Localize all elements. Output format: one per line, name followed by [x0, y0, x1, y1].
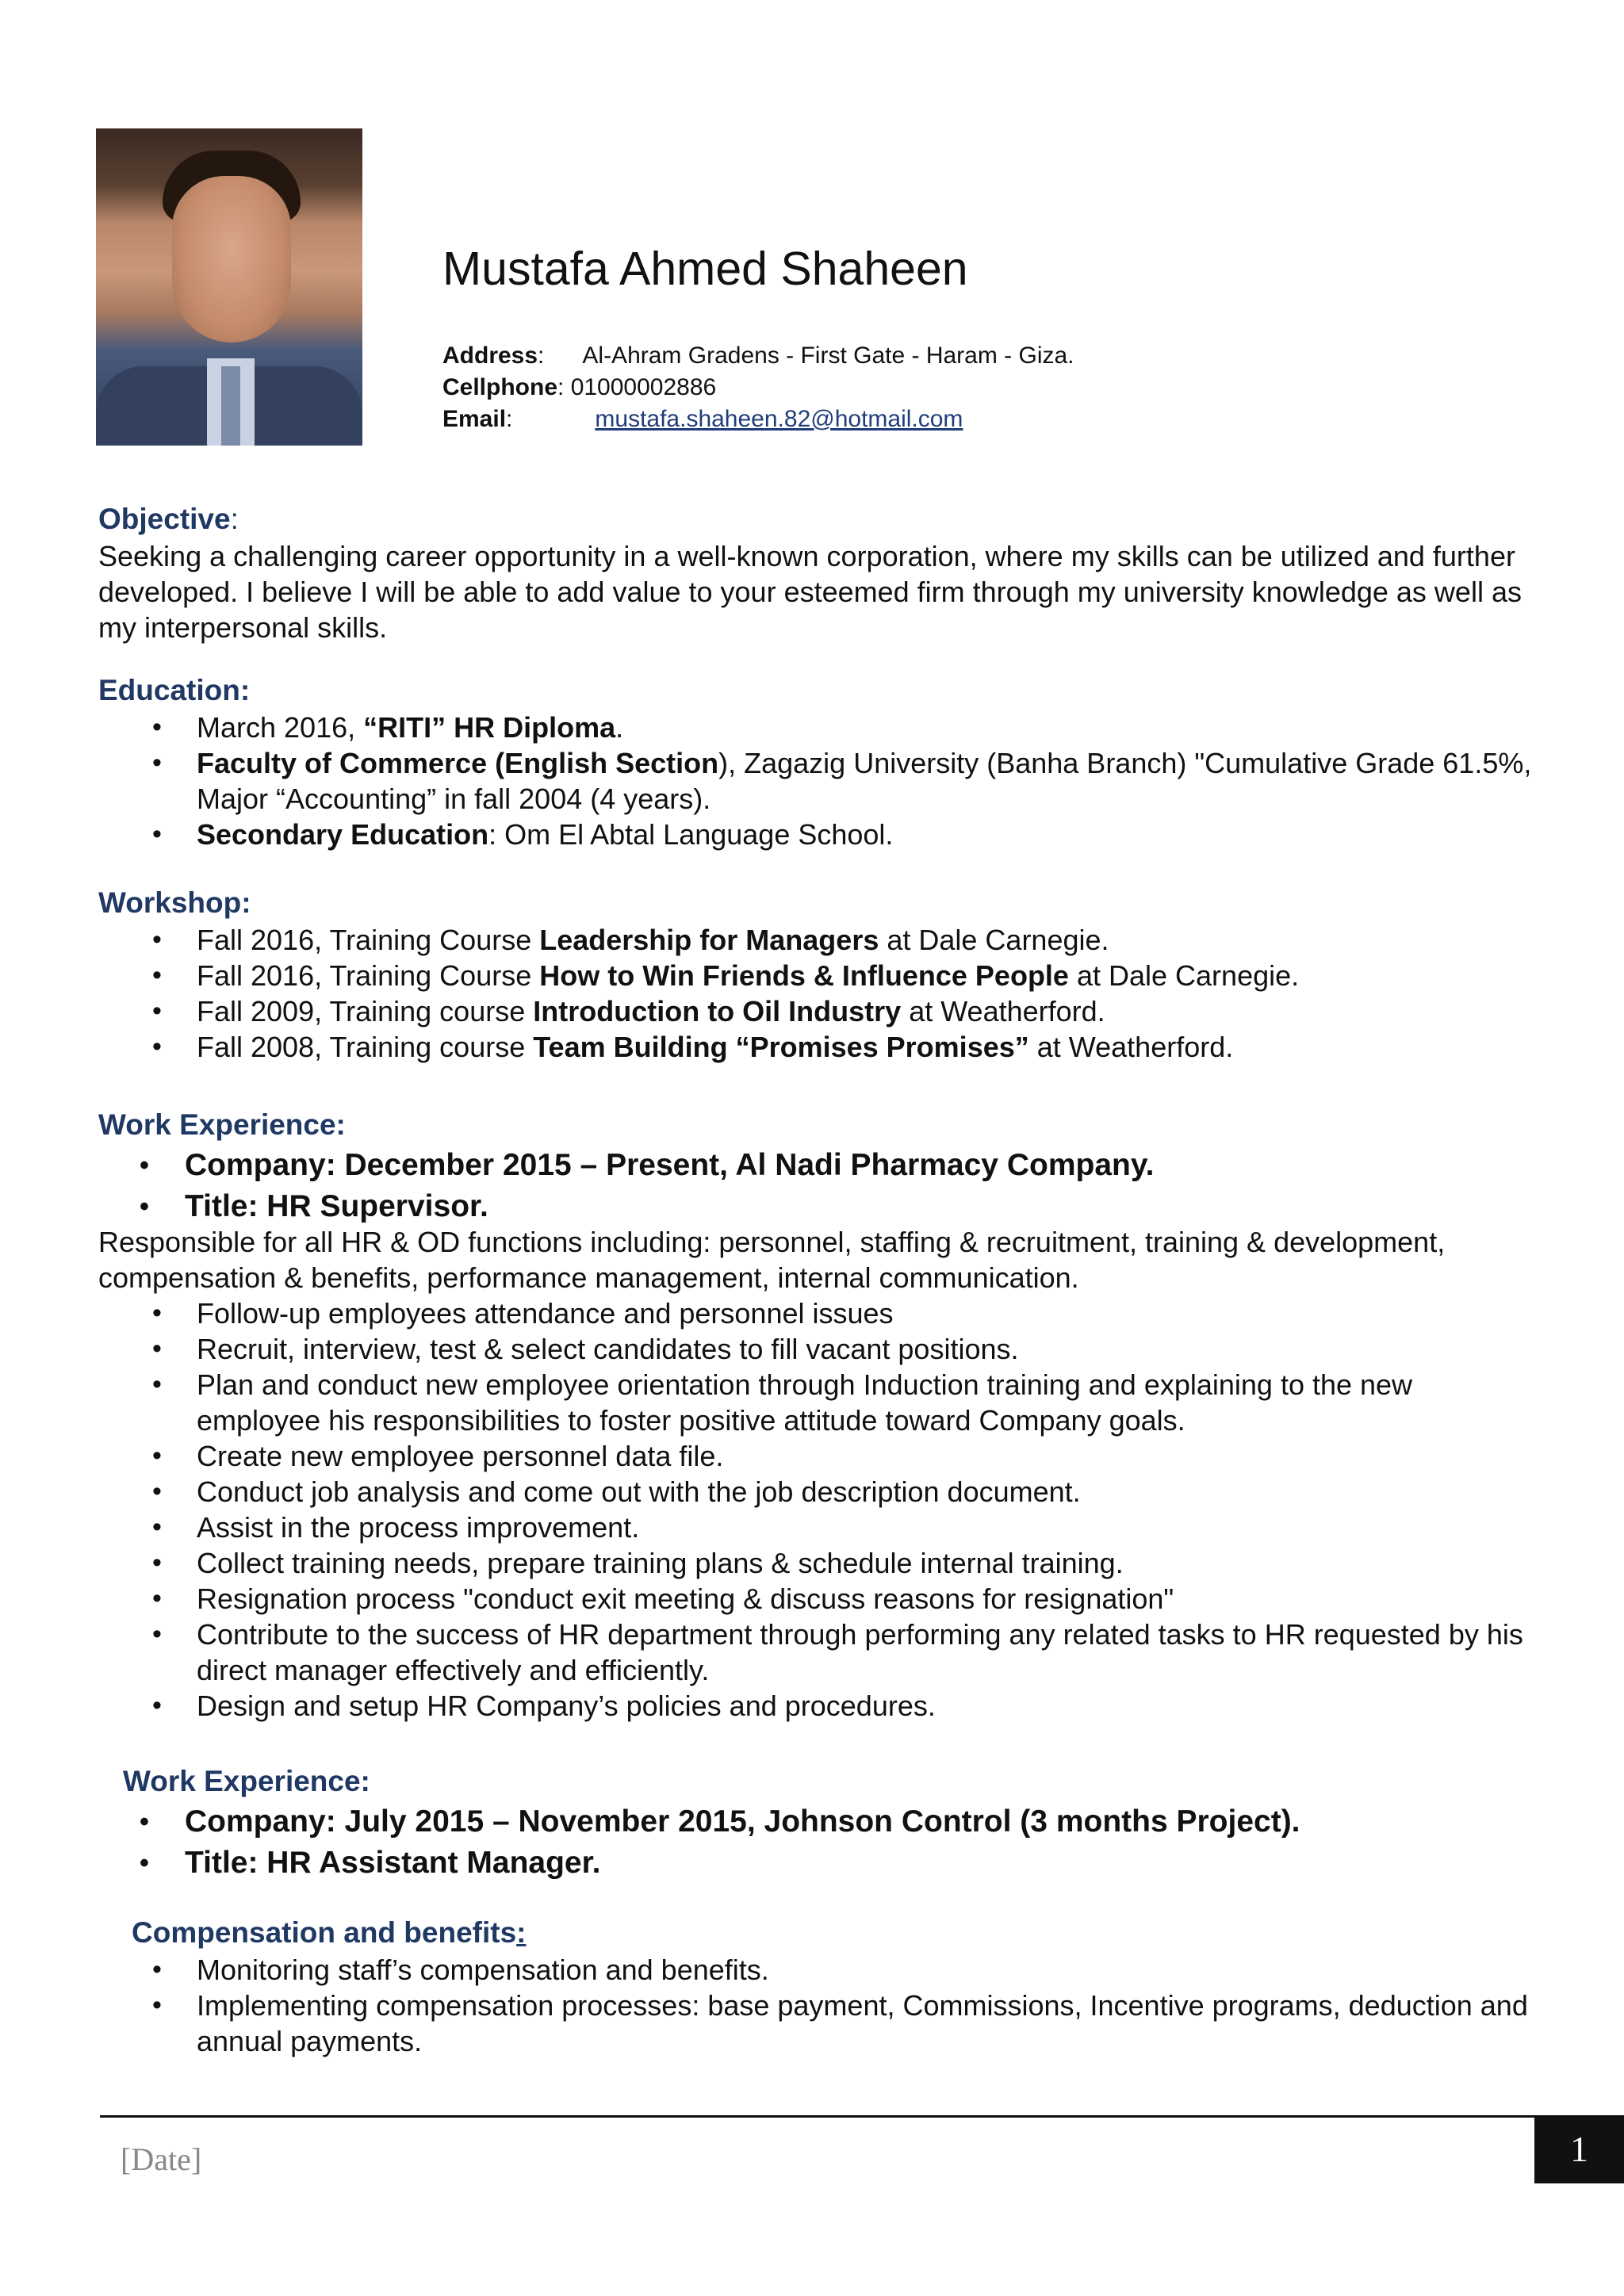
- work1-headline-list: [98, 1145, 1534, 1227]
- email-link[interactable]: mustafa.shaheen.82@hotmail.com: [595, 406, 963, 432]
- address-line: Address: Al-Ahram Gradens - First Gate - Haram - Giza.: [442, 342, 1074, 369]
- duty-item: • Design and setup HR Company’s policies and procedures.: [98, 1688, 1534, 1724]
- duty-item: • Create new employee personnel data file.: [98, 1438, 1534, 1474]
- workshop-item: • Fall 2008, Training course Team Building “Promises Promises” at Weatherford.: [98, 1029, 1534, 1065]
- education-item: • March 2016, “RITI” HR Diploma.: [98, 710, 1534, 745]
- work2-title: • Title: HR Assistant Manager.: [98, 1843, 1534, 1884]
- objective-heading: Objective:: [98, 503, 239, 535]
- work-experience-heading-2: Work Experience:: [123, 1765, 370, 1797]
- work2-company: • Company: July 2015 – November 2015, Johnson Control (3 months Project).: [98, 1801, 1534, 1843]
- duty-item: • Plan and conduct new employee orientation through Induction training and explaining to the new employee his responsibilities to foster positive attitude toward Company goals.: [98, 1367, 1534, 1438]
- duty-item: • Contribute to the success of HR department through performing any related tasks to HR requested by his direct manager effectively and efficiently.: [98, 1617, 1534, 1688]
- compensation-heading: Compensation and benefits:: [132, 1916, 527, 1949]
- education-heading: Education:: [98, 674, 251, 706]
- work1-duties-list: [98, 1295, 1534, 1724]
- workshop-list: [98, 922, 1534, 1065]
- cellphone-line: Cellphone: 01000002886: [442, 374, 717, 400]
- footer-date: [Date]: [121, 2141, 202, 2177]
- work1-title: • Title: HR Supervisor.: [98, 1186, 1534, 1227]
- work-experience-heading: Work Experience:: [98, 1108, 346, 1141]
- compensation-item: • Implementing compensation processes: base payment, Commissions, Incentive programs, deduction and annual payments.: [98, 1988, 1534, 2059]
- compensation-item: • Monitoring staff’s compensation and benefits.: [98, 1952, 1534, 1988]
- workshop-item: • Fall 2016, Training Course How to Win Friends & Influence People at Dale Carnegie.: [98, 958, 1534, 993]
- education-item: • Secondary Education: Om El Abtal Language School.: [98, 817, 1534, 852]
- work2-headline-list: [98, 1801, 1534, 1884]
- duty-item: • Follow-up employees attendance and personnel issues: [98, 1295, 1534, 1331]
- duty-item: • Conduct job analysis and come out with the job description document.: [98, 1474, 1534, 1510]
- objective-text: Seeking a challenging career opportunity in a well-known corporation, where my skills can be utilized and further developed. I believe I will be able to add value to your esteemed firm through my university knowledge as well as my interpersonal skills.: [98, 540, 1522, 644]
- duty-item: • Recruit, interview, test & select candidates to fill vacant positions.: [98, 1331, 1534, 1367]
- address-label: Address: [442, 342, 538, 369]
- education-list: [98, 710, 1534, 852]
- duty-item: • Collect training needs, prepare training plans & schedule internal training.: [98, 1545, 1534, 1581]
- email-label: Email: [442, 406, 507, 432]
- page-number: 1: [1534, 2115, 1624, 2183]
- cellphone-value: 01000002886: [570, 374, 717, 400]
- work1-company: • Company: December 2015 – Present, Al Nadi Pharmacy Company.: [98, 1145, 1534, 1186]
- duty-item: • Assist in the process improvement.: [98, 1510, 1534, 1545]
- workshop-heading: Workshop:: [98, 886, 251, 919]
- footer-divider: [100, 2115, 1537, 2118]
- candidate-name: Mustafa Ahmed Shaheen: [442, 243, 968, 295]
- email-line: Email: mustafa.shaheen.82@hotmail.com: [442, 406, 963, 432]
- education-item: • Faculty of Commerce (English Section), Zagazig University (Banha Branch) "Cumulative Grade 61.5%, Major “Accounting” in fall 2004 (4 years).: [98, 745, 1534, 817]
- cellphone-label: Cellphone: [442, 374, 558, 400]
- duty-item: • Resignation process "conduct exit meeting & discuss reasons for resignation": [98, 1581, 1534, 1617]
- workshop-item: • Fall 2009, Training course Introduction to Oil Industry at Weatherford.: [98, 993, 1534, 1029]
- address-value: Al-Ahram Gradens - First Gate - Haram - Giza.: [582, 342, 1074, 369]
- work1-summary: Responsible for all HR & OD functions including: personnel, staffing & recruitment, training & development, compensation & benefits, performance management, internal communication.: [98, 1226, 1446, 1294]
- profile-photo: [96, 128, 362, 446]
- compensation-list: [98, 1952, 1534, 2059]
- workshop-item: • Fall 2016, Training Course Leadership for Managers at Dale Carnegie.: [98, 922, 1534, 958]
